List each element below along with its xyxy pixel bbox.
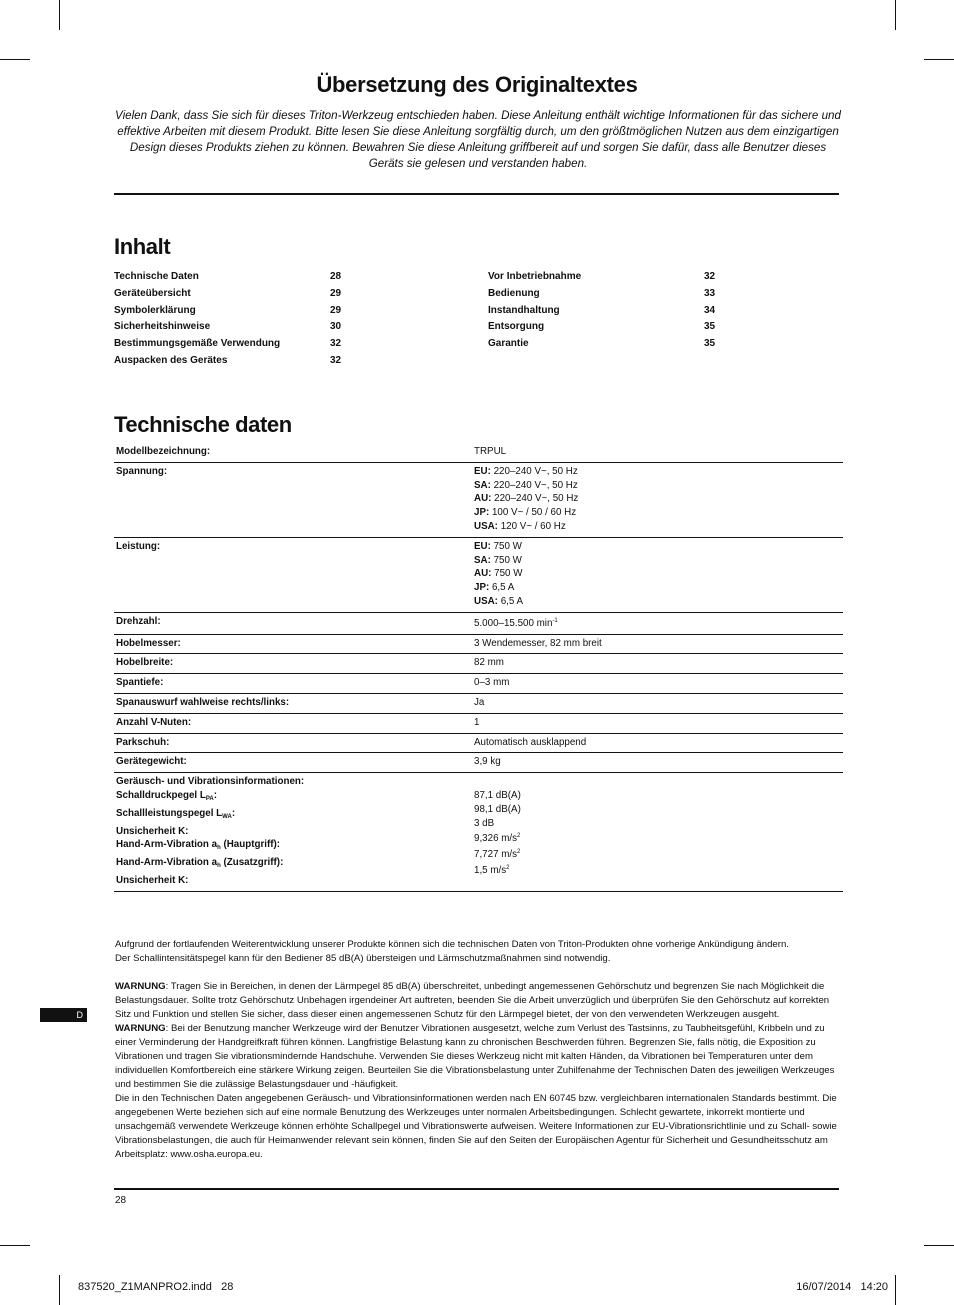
divider	[114, 193, 839, 195]
spec-value: 5.000–15.500 $\min^{-1}$	[474, 612, 843, 634]
spec-value: 82 mm	[474, 654, 843, 674]
spec-label: Hobelbreite:	[114, 654, 474, 674]
spec-label: Modellbezeichnung:	[114, 443, 474, 462]
spec-label: Spantiefe:	[114, 674, 474, 694]
spec-label: Spanauswurf wahlweise rechts/links:	[114, 693, 474, 713]
spec-label: Drehzahl:	[114, 612, 474, 634]
crop-mark	[59, 0, 60, 30]
spec-value: 3 Wendemesser, 82 mm breit	[474, 634, 843, 654]
warning-noise: WARNUNG: Tragen Sie in Bereichen, in denen der Lärmpegel 85 dB(A) überschreitet, unbedingt angemessenen Gehörschutz und begrenzen Sie nach Möglichkeit die Belastungsdauer. Sollte trotz Gehörschutz Unbehagen irgendeiner Art auftreten, beenden Sie die Arbeit unverzüglich und überprüfen Sie den Gehörschutz auf korrekten Sitz und Funktion und stellen Sie sicher, dass dieser einen angemessenen Schutz für den Lärmpegel bietet, der von den verwendeten Werkzeugen ausgeht.	[115, 981, 830, 1020]
spec-label: Leistung:	[114, 537, 474, 612]
table-row	[114, 634, 843, 654]
spec-value: Ja	[474, 693, 843, 713]
spec-label: Gerätegewicht:	[114, 753, 474, 773]
warning-vibration: WARNUNG: Bei der Benutzung mancher Werkzeuge wird der Benutzer Vibrationen ausgesetzt, welche zum Verlust des Tastsinns, zu Taubheitsgefühl, Kribbeln und zu einer Verminderung der Handgreifkraft führen können. Langfristige Belastung kann zu chronischen Beschwerden führen. Begrenzen Sie, falls nötig, die Exposition zu Vibrationen und tragen Sie vibrationsmindernde Handschuhe. Verwenden Sie dieses Werkzeug nicht mit kalten Händen, da Vibrationen bei Temperaturen unter dem individuellen Komfortbereich eine stärkere Wirkung zeigen. Beurteilen Sie die Vibrationsbelastung unter Zuhilfenahme der Technischen Daten des jeweiligen Werkzeuges und bestimmen Sie die zulässige Belastungsdauer und -häufigkeit.	[115, 1023, 835, 1090]
page-number: 28	[115, 1195, 127, 1206]
divider	[114, 1188, 839, 1190]
spec-value: 87,1 dB(A) 98,1 dB(A) 3 dB 9,326 $m/s^2$ 7,727 $m/s^2$ 1,5 $m/s^2$	[474, 773, 843, 892]
crop-mark	[895, 0, 896, 30]
spec-label: Spannung:	[114, 462, 474, 537]
toc-right-column	[488, 269, 718, 353]
table-row	[114, 693, 843, 713]
table-row	[114, 773, 843, 892]
toc-item[interactable]: Vor Inbetriebnahme 32	[488, 271, 716, 282]
toc-item[interactable]: Auspacken des Gerätes 32	[114, 354, 342, 366]
table-row	[114, 713, 843, 733]
crop-mark	[924, 1245, 954, 1246]
spec-value: EU: 220–240 V~, 50 Hz SA: 220–240 V~, 50 Hz AU: 220–240 V~, 50 Hz JP: 100 V~ / 50 / 60 Hz USA: 120 V~ / 60 Hz	[474, 462, 843, 537]
spec-label: Geräusch- und Vibrationsinformationen: Schalldruckpegel $L_{PA}$: Schallleistungspegel $L_{WA}$: Unsicherheit K: Hand-Arm-Vibration $a_h$ (Hauptgriff): Hand-Arm-Vibration $a_h$ (Zusatzgriff): Unsicherheit K:	[114, 773, 474, 892]
spec-value: Automatisch ausklappend	[474, 733, 843, 753]
table-row	[114, 753, 843, 773]
toc-item[interactable]: Bestimmungsgemäße Verwendung 32	[114, 338, 342, 350]
toc-item[interactable]: Technische Daten 28	[114, 271, 342, 282]
print-slug-file: 837520_Z1MANPRO2.indd 28	[78, 1281, 234, 1293]
table-row	[114, 612, 843, 634]
toc-item[interactable]: Entsorgung 35	[488, 321, 716, 333]
toc-item[interactable]: Symbolerklärung 29	[114, 304, 342, 316]
notes	[115, 938, 843, 1162]
table-row	[114, 537, 843, 612]
table-row	[114, 462, 843, 537]
note-text: Der Schallintensitätspegel kann für den Bediener 85 dB(A) übersteigen und Lärmschutzmaßnahmen sind notwendig.	[115, 953, 611, 964]
crop-mark	[0, 1245, 30, 1246]
print-slug-date: 16/07/2014 14:20	[796, 1281, 888, 1293]
spec-value: 1	[474, 713, 843, 733]
toc-item[interactable]: Bedienung 33	[488, 287, 716, 299]
toc-item[interactable]: Instandhaltung 34	[488, 304, 716, 316]
spec-value: TRPUL	[474, 443, 843, 462]
table-row	[114, 733, 843, 753]
intro-text: Vielen Dank, dass Sie sich für dieses Triton-Werkzeug entschieden haben. Diese Anleitung enthält wichtige Informationen für das sichere und effektive Arbeiten mit diesem Produkt. Bitte lesen Sie diese Anleitung sorgfältig durch, um den größtmöglichen Nutzen aus dem einzigartigen Design dieses Produkts ziehen zu können. Bewahren Sie diese Anleitung griffbereit auf und sorgen Sie dafür, dass alle Benutzer dieses Geräts sie gelesen und verstanden haben.	[115, 109, 841, 170]
toc-left-column	[114, 269, 344, 370]
spec-value: 3,9 kg	[474, 753, 843, 773]
spec-label: Anzahl V-Nuten:	[114, 713, 474, 733]
note-text: Die in den Technischen Daten angegebenen Geräusch- und Vibrationsinformationen werden nach EN 60745 bzw. vergleichbaren internationalen Standards bestimmt. Die angegebenen Werte beziehen sich auf eine normale Benutzung des Werkzeuges unter normalen Arbeitsbedingungen. Schlecht gewartete, inkorrekt montierte und unsachgemäß verwendete Werkzeuge können erhöhte Schallpegel und Vibrationswerte aufweisen. Weitere Informationen zur EU-Vibrationsrichtlinie und zu Schall- sowie Vibrationsbelastungen, die auch für Heimanwender relevant sein können, finden Sie auf den Seiten der Europäischen Agentur für Sicherheit und Gesundheitsschutz am Arbeitsplatz: www.osha.europa.eu.	[115, 1093, 837, 1160]
spec-label: Parkschuh:	[114, 733, 474, 753]
spec-label: Hobelmesser:	[114, 634, 474, 654]
toc-item[interactable]: Geräteübersicht 29	[114, 287, 342, 299]
page-title: Übersetzung des Originaltextes	[316, 72, 638, 97]
toc-heading: Inhalt	[114, 234, 171, 259]
crop-mark	[59, 1275, 60, 1305]
table-row	[114, 674, 843, 694]
crop-mark	[924, 59, 954, 60]
language-tab: D	[40, 1008, 87, 1022]
spec-value: EU: 750 W SA: 750 W AU: 750 W JP: 6,5 A USA: 6,5 A	[474, 537, 843, 612]
spec-table	[114, 443, 843, 892]
crop-mark	[0, 59, 30, 60]
spec-value: 0–3 mm	[474, 674, 843, 694]
crop-mark	[895, 1275, 896, 1305]
note-text: Aufgrund der fortlaufenden Weiterentwicklung unserer Produkte können sich die technischen Daten von Triton-Produkten ohne vorherige Ankündigung ändern.	[115, 939, 789, 950]
toc-item[interactable]: Sicherheitshinweise 30	[114, 321, 342, 333]
table-row	[114, 443, 843, 462]
toc-item[interactable]: Garantie 35	[488, 338, 716, 350]
table-row	[114, 654, 843, 674]
specs-heading: Technische daten	[114, 412, 292, 437]
